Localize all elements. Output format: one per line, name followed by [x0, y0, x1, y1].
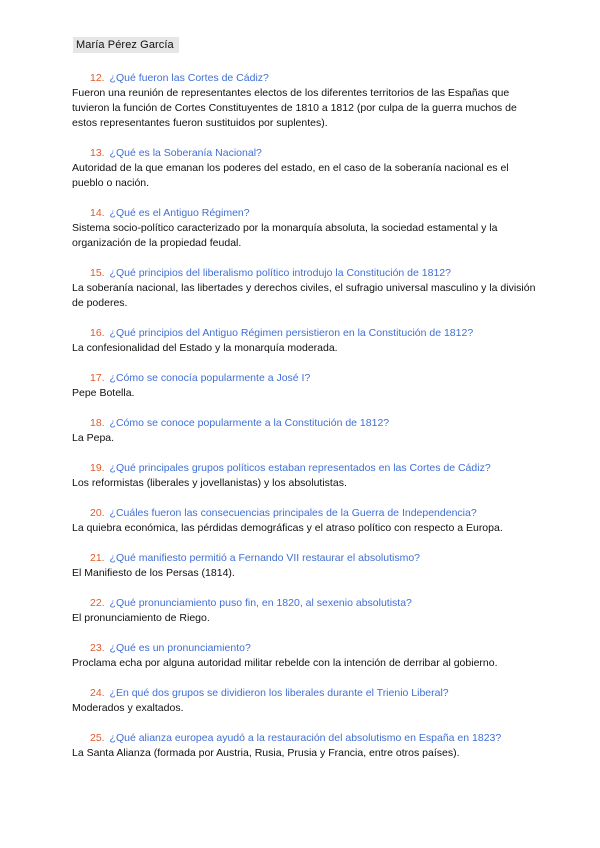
- question: [72, 461, 542, 476]
- question-list: [72, 71, 542, 776]
- question: [72, 596, 542, 611]
- question: [72, 146, 542, 161]
- question: [72, 71, 542, 86]
- answer-text: Autoridad de la que emanan los poderes del estado, en el caso de la soberanía nacional es el pueblo o nación.: [72, 162, 509, 189]
- qa-item-22: [72, 596, 542, 626]
- qa-item-13: [72, 146, 542, 191]
- qa-item-24: [72, 686, 542, 716]
- answer-text: La Pepa.: [72, 432, 115, 444]
- question-text: ¿Qué es el Antiguo Régimen?: [109, 207, 250, 219]
- question-number: 14.: [90, 207, 105, 219]
- question-text: ¿Qué es un pronunciamiento?: [109, 642, 251, 654]
- answer-text: Fueron una reunión de representantes electos de los diferentes territorios de las Españas que tuvieron la función de Cortes Constituyentes de 1810 a 1812 (por culpa de la guerra muchos de estos representantes fueron sustituidos por suplentes).: [72, 87, 517, 129]
- answer-text: La soberanía nacional, las libertades y derechos civiles, el sufragio universal masculino y la división de poderes.: [72, 282, 536, 309]
- question: [72, 641, 542, 656]
- answer-text: La quiebra económica, las pérdidas demográficas y el atraso político con respecto a Europa.: [72, 522, 503, 534]
- qa-item-20: [72, 506, 542, 536]
- question-text: ¿En qué dos grupos se dividieron los liberales durante el Trienio Liberal?: [109, 687, 449, 699]
- answer-text: Proclama echa por alguna autoridad militar rebelde con la intención de derribar al gobierno.: [72, 657, 498, 669]
- question: [72, 551, 542, 566]
- question-number: 24.: [90, 687, 105, 699]
- qa-item-17: [72, 371, 542, 401]
- qa-item-16: [72, 326, 542, 356]
- question-text: ¿Qué pronunciamiento puso fin, en 1820, al sexenio absolutista?: [109, 597, 412, 609]
- answer-text: Moderados y exaltados.: [72, 702, 184, 714]
- qa-item-25: [72, 731, 542, 761]
- question-text: ¿Qué alianza europea ayudó a la restauración del absolutismo en España en 1823?: [109, 732, 502, 744]
- qa-item-18: [72, 416, 542, 446]
- author-name: María Pérez García: [73, 37, 179, 53]
- question-text: ¿Cuáles fueron las consecuencias principales de la Guerra de Independencia?: [109, 507, 477, 519]
- question-number: 16.: [90, 327, 105, 339]
- question-number: 25.: [90, 732, 105, 744]
- question-number: 20.: [90, 507, 105, 519]
- question: [72, 371, 542, 386]
- qa-item-12: [72, 71, 542, 131]
- question-number: 19.: [90, 462, 105, 474]
- qa-item-15: [72, 266, 542, 311]
- qa-item-19: [72, 461, 542, 491]
- qa-item-23: [72, 641, 542, 671]
- question-text: ¿Cómo se conoce popularmente a la Constitución de 1812?: [109, 417, 390, 429]
- question-number: 13.: [90, 147, 105, 159]
- question: [72, 686, 542, 701]
- question-number: 15.: [90, 267, 105, 279]
- question-number: 23.: [90, 642, 105, 654]
- qa-item-21: [72, 551, 542, 581]
- answer-text: El Manifiesto de los Persas (1814).: [72, 567, 235, 579]
- question-number: 17.: [90, 372, 105, 384]
- question-number: 18.: [90, 417, 105, 429]
- question-text: ¿Qué manifiesto permitió a Fernando VII restaurar el absolutismo?: [109, 552, 421, 564]
- question-text: ¿Qué es la Soberanía Nacional?: [109, 147, 262, 159]
- question: [72, 416, 542, 431]
- answer-text: La confesionalidad del Estado y la monarquía moderada.: [72, 342, 338, 354]
- answer-text: El pronunciamiento de Riego.: [72, 612, 210, 624]
- question-text: ¿Qué principales grupos políticos estaban representados en las Cortes de Cádiz?: [109, 462, 491, 474]
- question-text: ¿Qué principios del liberalismo político introdujo la Constitución de 1812?: [109, 267, 451, 279]
- question-text: ¿Qué principios del Antiguo Régimen persistieron en la Constitución de 1812?: [109, 327, 474, 339]
- question: [72, 206, 542, 221]
- answer-text: La Santa Alianza (formada por Austria, Rusia, Prusia y Francia, entre otros países).: [72, 747, 460, 759]
- question-number: 22.: [90, 597, 105, 609]
- question: [72, 266, 542, 281]
- question-number: 12.: [90, 72, 105, 84]
- question: [72, 506, 542, 521]
- answer-text: Pepe Botella.: [72, 387, 135, 399]
- qa-item-14: [72, 206, 542, 251]
- answer-text: Los reformistas (liberales y jovellanistas) y los absolutistas.: [72, 477, 347, 489]
- answer-text: Sistema socio-político caracterizado por la monarquía absoluta, la sociedad estamental y la organización de la propiedad feudal.: [72, 222, 498, 249]
- question: [72, 731, 542, 746]
- question-number: 21.: [90, 552, 105, 564]
- question-text: ¿Cómo se conocía popularmente a José I?: [109, 372, 311, 384]
- question: [72, 326, 542, 341]
- question-text: ¿Qué fueron las Cortes de Cádiz?: [109, 72, 269, 84]
